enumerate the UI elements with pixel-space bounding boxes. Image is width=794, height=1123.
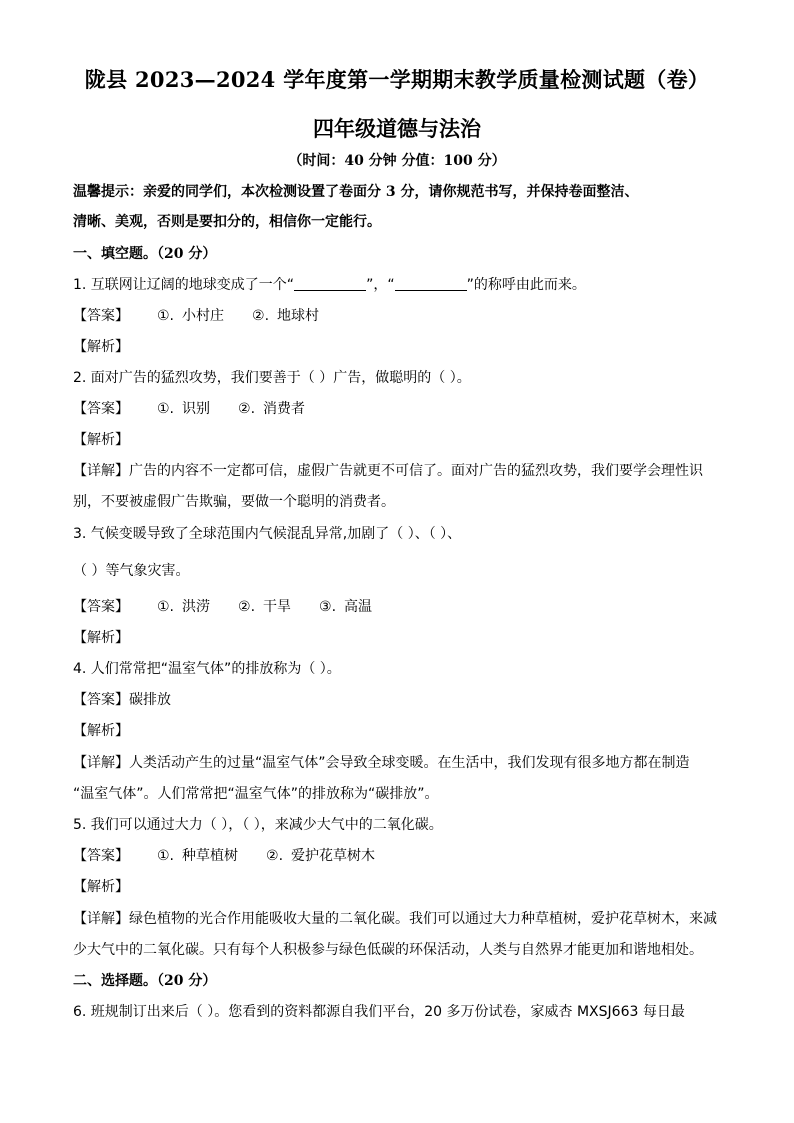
notice-line-2: 清晰、美观，否则是要扣分的，相信你一定能行。 [73,214,381,230]
answer-blank [294,276,366,291]
analysis-label-1: 【解析】 [73,339,129,355]
question-5: 5. 我们可以通过大力（ ），（ ），来减少大气中的二氧化碳。 [73,817,443,833]
answer-row-1: 【答案】 ①. 小村庄 ②. 地球村 [73,308,320,324]
exam-subject: 四年级道德与法治 [313,116,481,141]
section-heading-fill: 一、填空题。（20 分） [73,246,217,262]
question-3-line-1: 3. 气候变暖导致了全球范围内气候混乱异常,加剧了（ ）、（ ）、 [73,526,462,542]
notice-line-1: 温馨提示：亲爱的同学们，本次检测设置了卷面分 3 分，请你规范书写，并保持卷面整洁、 [73,184,639,200]
answer-row-3: 【答案】 ①. 洪涝 ②. 干旱 ③. 高温 [73,599,373,615]
detail-4-line-2: “温室气体”。人们常常把“温室气体”的排放称为“碳排放”。 [73,786,439,802]
question-2: 2. 面对广告的猛烈攻势，我们要善于（ ）广告，做聪明的（ ）。 [73,370,471,386]
answer-label: 【答案】 [73,308,129,324]
answer-label: 【答案】 [73,401,129,417]
answer-row-4 [73,690,733,710]
question-3-line-2: （ ）等气象灾害。 [73,563,190,579]
detail-5-line-2: 少大气中的二氧化碳。只有每个人积极参与绿色低碳的环保活动，人类与自然界才能更加和谐地相处。 [73,942,703,958]
answer-blank [395,276,467,291]
question-6: 6. 班规制订出来后（ ）。您看到的资料都源自我们平台，20 多万份试卷，家威杏 MXSJ663 每日最 [73,1004,685,1020]
answer-label: 【答案】 [73,599,129,615]
question-4: 4. 人们常常把“温室气体”的排放称为（ ）。 [73,661,341,677]
answer-text: 碳排放 [129,692,171,708]
exam-title: 陇县 2023—2024 学年度第一学期期末教学质量检测试题（卷） [84,67,710,92]
answer-label: 【答案】 [73,692,129,708]
answer-row-2: 【答案】 ①. 识别 ②. 消费者 [73,401,306,417]
analysis-label-4: 【解析】 [73,723,129,739]
section-heading-choice: 二、选择题。（20 分） [73,973,217,989]
answer-row-5: 【答案】 ①. 种草植树 ②. 爱护花草树木 [73,848,376,864]
detail-2-line-1: 【详解】广告的内容不一定都可信，虚假广告就更不可信了。面对广告的猛烈攻势，我们要学会理性识 [73,463,703,479]
analysis-label-3: 【解析】 [73,630,129,646]
answer-label: 【答案】 [73,848,129,864]
detail-4-line-1: 【详解】人类活动产生的过量“温室气体”会导致全球变暖。在生活中，我们发现有很多地方都在制造 [73,755,690,771]
detail-5-line-1: 【详解】绿色植物的光合作用能吸收大量的二氧化碳。我们可以通过大力种草植树，爱护花草树木，来减 [73,911,717,927]
analysis-label-2: 【解析】 [73,432,129,448]
detail-2-line-2: 别，不要被虚假广告欺骗，要做一个聪明的消费者。 [73,494,395,510]
exam-meta: （时间：40 分钟 分值：100 分） [288,153,506,169]
analysis-label-5: 【解析】 [73,879,129,895]
question-1: 1. 互联网让辽阔的地球变成了一个“ ”，“ ”的称呼由此而来。 [73,277,586,293]
